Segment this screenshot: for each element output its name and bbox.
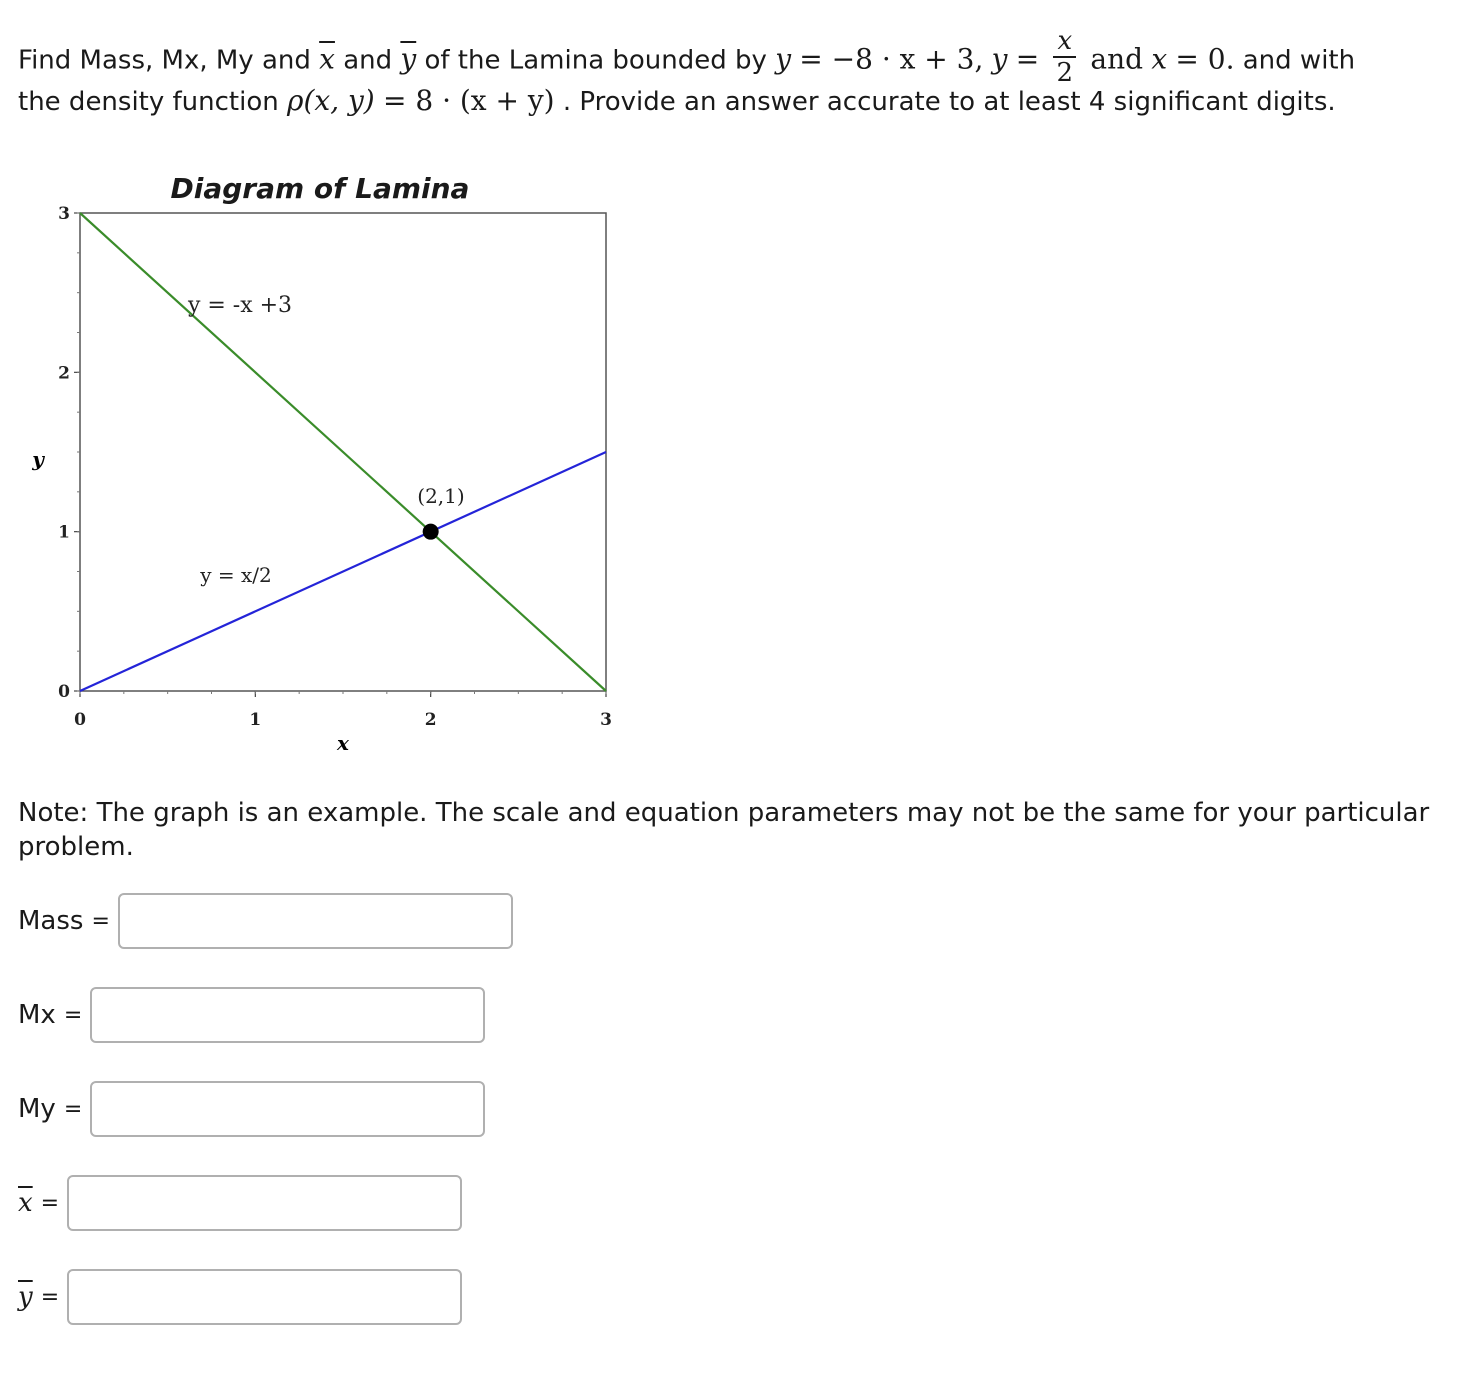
fraction-denominator: 2 (1056, 58, 1074, 88)
mass-equals: = (91, 908, 110, 934)
ybar-symbol: $\overline{y}$ (400, 42, 417, 76)
mass-label: Mass (18, 906, 84, 936)
eq1-y: y (775, 42, 792, 76)
y-axis-label: y (32, 447, 44, 471)
question-and-with: and with (1242, 45, 1356, 76)
accuracy-instruction: . Provide an answer accurate to at least 4 significant digits. (562, 87, 1336, 117)
eq3-x: x (1151, 42, 1168, 76)
mx-row (18, 987, 485, 1043)
xbar-input[interactable] (67, 1175, 462, 1231)
x-tick-label: 3 (600, 710, 612, 730)
blue-line-label: y = x/2 (200, 563, 272, 587)
question-and: and (343, 45, 393, 76)
intersection-point (423, 524, 439, 540)
my-input[interactable] (90, 1081, 485, 1137)
mx-label: Mx (18, 1000, 56, 1030)
x-tick-label: 0 (74, 710, 86, 730)
green-boundary-line (80, 213, 606, 691)
point-label: (2,1) (417, 484, 465, 508)
xbar-symbol: $\overline{x}$ (319, 42, 335, 76)
y-tick-label: 3 (58, 204, 70, 224)
fraction-x-over-2 (1053, 26, 1076, 88)
my-label: My (18, 1094, 56, 1124)
my-equals: = (63, 1096, 83, 1122)
my-row (18, 1081, 485, 1137)
mx-equals: = (63, 1002, 83, 1028)
ybar-label: $\overline{y}$ (18, 1282, 33, 1312)
eq2-y: y (991, 42, 1008, 76)
y-tick-label: 0 (58, 682, 70, 702)
fraction-numerator: x (1053, 26, 1076, 58)
xbar-equals: = (40, 1190, 60, 1216)
density-rhs: = 8 · (x + y) (383, 84, 555, 117)
mx-input[interactable] (90, 987, 485, 1043)
green-line-label: y = -x +3 (187, 293, 293, 318)
series-layer (80, 213, 606, 691)
density-rho: ρ(x, y) (287, 84, 375, 117)
xbar-row (18, 1175, 462, 1231)
mass-row (18, 893, 513, 949)
axis-ticks (58, 204, 612, 730)
density-intro: the density function (18, 87, 279, 117)
ybar-row (18, 1269, 462, 1325)
eq1-rhs: = −8 · x + 3, (799, 42, 984, 76)
lamina-diagram (0, 160, 640, 760)
x-tick-label: 2 (424, 710, 437, 730)
ybar-equals: = (40, 1284, 60, 1310)
math-and: and (1090, 42, 1144, 76)
eq2-equals: = (1015, 42, 1040, 76)
diagram-title: Diagram of Lamina (170, 172, 470, 205)
y-tick-label: 2 (58, 363, 70, 384)
mass-input[interactable] (118, 893, 513, 949)
ybar-input[interactable] (67, 1269, 462, 1325)
question-intro: Find Mass, Mx, My and (18, 45, 311, 76)
eq3-rhs: = 0. (1175, 42, 1235, 76)
blue-boundary-line (80, 452, 606, 691)
xbar-label: $\overline{x}$ (18, 1188, 33, 1218)
x-tick-label: 1 (249, 710, 262, 730)
question-bounded: of the Lamina bounded by (424, 45, 767, 76)
x-axis-label: x (337, 731, 349, 755)
question-line-2 (18, 84, 1336, 117)
question-line-1 (18, 26, 1356, 92)
note-text: Note: The graph is an example. The scale and equation parameters may not be the same for your particular problem. (18, 798, 1430, 862)
y-tick-label: 1 (58, 522, 70, 543)
